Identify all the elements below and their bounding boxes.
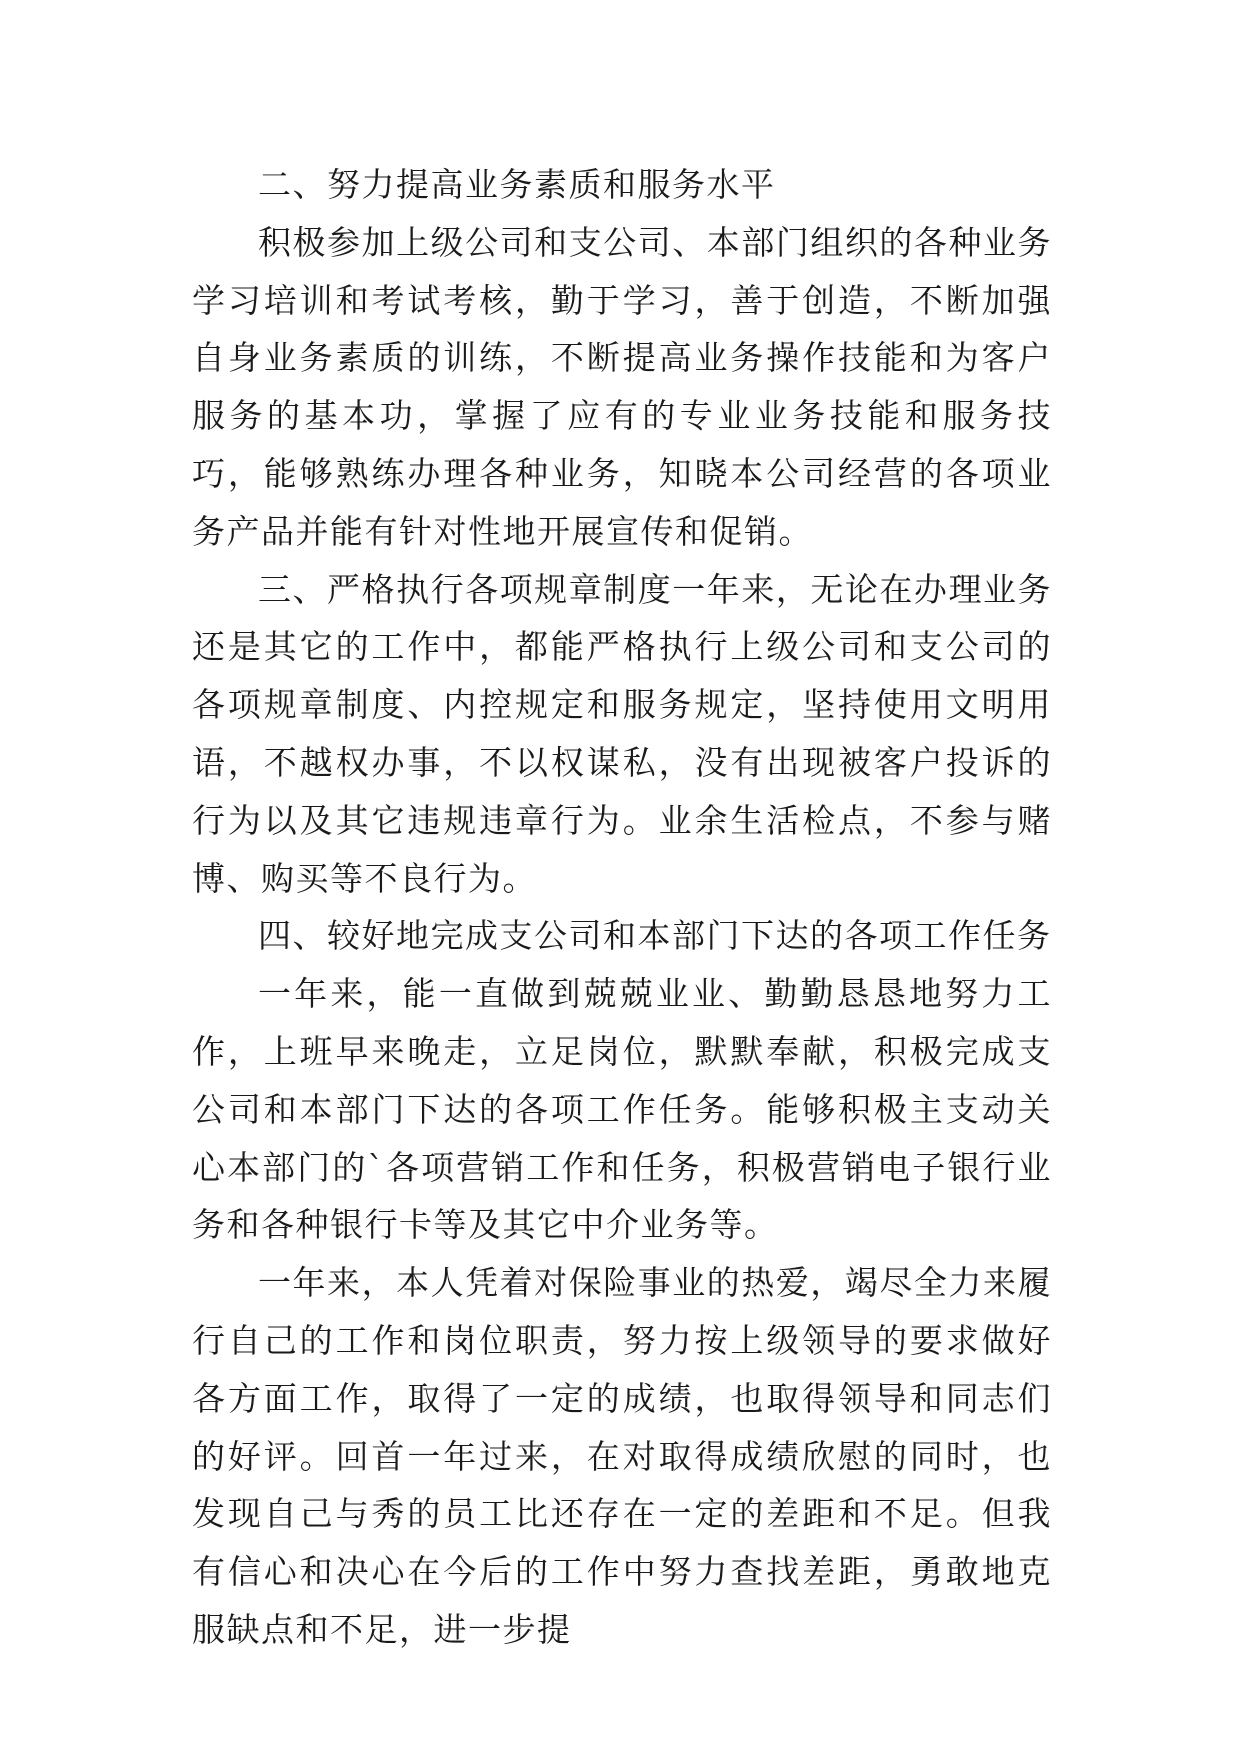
section-heading-2: 二、努力提高业务素质和服务水平 [258,165,776,204]
paragraph-business-quality: 积极参加上级公司和支公司、本部门组织的各种业务学习培训和考试考核，勤于学习，善于创造，不断加强自身业务素质的训练，不断提高业务操作技能和为客户服务的基本功，掌握了应有的专业业务技能和服务技巧，能够熟练办理各种业务，知晓本公司经营的各项业务产品并能有针对性地开展宣传和促销。 [192,222,1052,551]
section-heading-4: 四、较好地完成支公司和本部门下达的各项工作任务 [258,916,1052,956]
paragraph-regulations: 三、严格执行各项规章制度一年来，无论在办理业务还是其它的工作中，都能严格执行上级公司和支公司的各项规章制度、内控规定和服务规定，坚持使用文明用语，不越权办事，不以权谋私，没有出现被客户投诉的行为以及其它违规违章行为。业余生活检点，不参与赌博、购买等不良行为。 [192,569,1052,898]
paragraph-summary: 一年来，本人凭着对保险事业的热爱，竭尽全力来履行自己的工作和岗位职责，努力按上级领导的要求做好各方面工作，取得了一定的成绩，也取得领导和同志们的好评。回首一年过来，在对取得成绩欣慰的同时，也发现自己与秀的员工比还存在一定的差距和不足。但我有信心和决心在今后的工作中努力查找差距，勇敢地克服缺点和不足，进一步提 [192,1263,1052,1649]
paragraph-work-tasks: 一年来，能一直做到兢兢业业、勤勤恳恳地努力工作，上班早来晚走，立足岗位，默默奉献，积极完成支公司和本部门下达的各项工作任务。能够积极主支动关心本部门的`各项营销工作和任务，积极营销电子银行业务和各种银行卡等及其它中介业务等。 [192,974,1052,1245]
document-body [192,156,1052,1659]
